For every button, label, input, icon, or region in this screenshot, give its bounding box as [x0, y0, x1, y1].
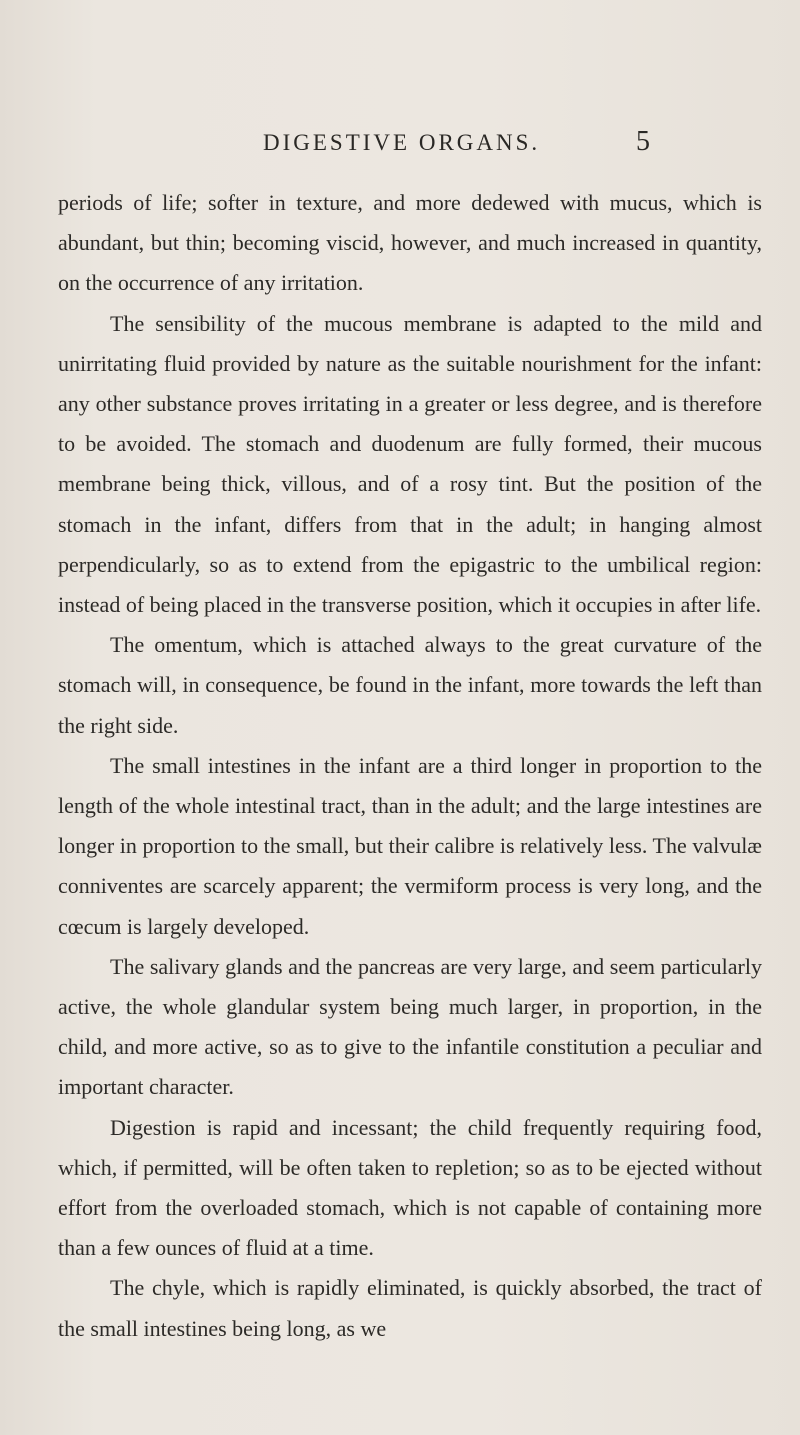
paragraph-digestion: Digestion is rapid and incessant; the child frequently requiring food, which, if permitted, will be often taken to repletion; so as to be ejected without effort from the overloaded stomach, which is not capable of containing more than a few ounces of fluid at a time.	[58, 1114, 762, 1261]
paragraph-chyle: The chyle, which is rapidly eliminated, is quickly absorbed, the tract of the small intestines being long, as we	[58, 1275, 762, 1341]
running-title: DIGESTIVE ORGANS.	[263, 130, 541, 155]
paragraph-continued: periods of life; softer in texture, and more dedewed with mucus, which is abundant, but thin; becoming viscid, however, and much increased in quantity, on the occurrence of any irritation.	[58, 190, 762, 296]
body-text	[58, 183, 762, 1349]
paragraph-salivary-glands: The salivary glands and the pancreas are very large, and seem particularly active, the whole glandular system being much larger, in proportion, in the child, and more active, so as to give to the infantile constitution a peculiar and important character.	[58, 953, 762, 1100]
paragraph-omentum: The omentum, which is attached always to the great curvature of the stomach will, in consequence, be found in the infant, more towards the left than the right side.	[58, 632, 762, 738]
paragraph-small-intestines: The small intestines in the infant are a third longer in proportion to the length of the whole intestinal tract, than in the adult; and the large intestines are longer in proportion to the small, but their calibre is relatively less. The valvulæ conniventes are scarcely apparent; the vermiform process is very long, and the cœcum is largely developed.	[58, 752, 762, 939]
paragraph-mucous-membrane: The sensibility of the mucous membrane is adapted to the mild and unirritating fluid provided by nature as the suitable nourishment for the infant: any other substance proves irritating in a greater or less degree, and is therefore to be avoided. The stomach and duodenum are fully formed, their mucous membrane being thick, villous, and of a rosy tint. But the position of the stomach in the infant, differs from that in the adult; in hanging almost perpendicularly, so as to extend from the epigastric to the umbilical region: instead of being placed in the transverse position, which it occupies in after life.	[58, 310, 762, 618]
page-number: 5	[636, 126, 650, 157]
page-header	[0, 126, 800, 164]
